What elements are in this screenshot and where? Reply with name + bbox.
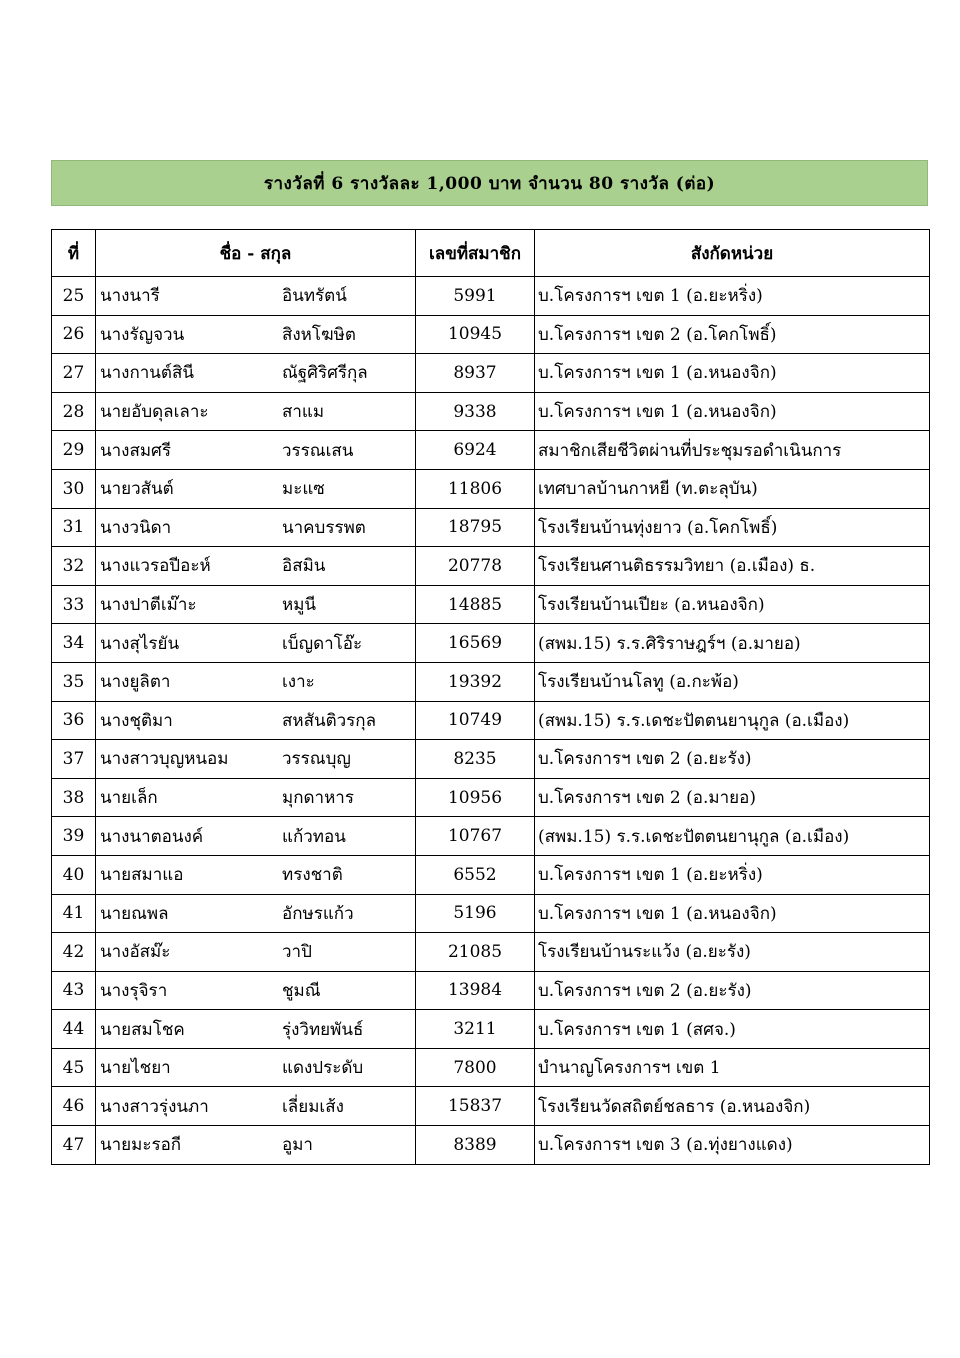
row-number: 28 xyxy=(52,392,96,431)
last-name: ชูมณี xyxy=(282,980,321,1001)
table-row xyxy=(52,662,930,701)
unit: เทศบาลบ้านกาหยี (ท.ตะลุบัน) xyxy=(535,469,930,508)
table-row xyxy=(52,971,930,1010)
member-name xyxy=(96,817,416,856)
member-number: 7800 xyxy=(416,1048,535,1087)
last-name: เงาะ xyxy=(282,672,315,693)
member-number: 10749 xyxy=(416,701,535,740)
table-row xyxy=(52,817,930,856)
member-number: 13984 xyxy=(416,971,535,1010)
row-number: 29 xyxy=(52,431,96,470)
first-name: นางรุจิรา xyxy=(100,980,168,1001)
unit: โรงเรียนศานติธรรมวิทยา (อ.เมือง) ธ. xyxy=(535,547,930,586)
member-number: 10945 xyxy=(416,315,535,354)
row-number: 45 xyxy=(52,1048,96,1087)
last-name: วรรณเสน xyxy=(282,440,354,461)
row-number: 33 xyxy=(52,585,96,624)
table-row xyxy=(52,508,930,547)
last-name: แก้วทอน xyxy=(282,826,346,847)
last-name: อูมา xyxy=(282,1135,313,1156)
first-name: นางปาตีเม๊าะ xyxy=(100,595,197,616)
first-name: นางวนิดา xyxy=(100,517,172,538)
unit: สมาชิกเสียชีวิตผ่านที่ประชุมรอดำเนินการ xyxy=(535,431,930,470)
member-number: 11806 xyxy=(416,469,535,508)
last-name: รุ่งวิทยพันธ์ xyxy=(282,1019,364,1040)
table-row xyxy=(52,1048,930,1087)
last-name: หมูนี xyxy=(282,595,317,616)
unit: บ.โครงการฯ เขต 1 (อ.หนองจิก) xyxy=(535,894,930,933)
row-number: 40 xyxy=(52,855,96,894)
member-name xyxy=(96,740,416,779)
last-name: วรรณบุญ xyxy=(282,749,351,770)
member-number: 21085 xyxy=(416,933,535,972)
member-name xyxy=(96,778,416,817)
members-table xyxy=(51,229,930,1165)
member-number: 10956 xyxy=(416,778,535,817)
row-number: 39 xyxy=(52,817,96,856)
member-name xyxy=(96,1126,416,1165)
last-name: อิสมิน xyxy=(282,556,326,577)
row-number: 32 xyxy=(52,547,96,586)
member-name xyxy=(96,277,416,316)
member-name xyxy=(96,855,416,894)
unit: โรงเรียนบ้านระแว้ง (อ.ยะรัง) xyxy=(535,933,930,972)
member-name xyxy=(96,431,416,470)
member-name xyxy=(96,1048,416,1087)
unit: โรงเรียนบ้านเปียะ (อ.หนองจิก) xyxy=(535,585,930,624)
member-name xyxy=(96,701,416,740)
last-name: สิงหโฆษิต xyxy=(282,324,356,345)
table-row xyxy=(52,933,930,972)
first-name: นายไชยา xyxy=(100,1058,171,1079)
table-header-row xyxy=(52,230,930,277)
member-number: 20778 xyxy=(416,547,535,586)
member-name xyxy=(96,933,416,972)
first-name: นางนารี xyxy=(100,286,160,307)
member-number: 19392 xyxy=(416,662,535,701)
first-name: นางสุไรยัน xyxy=(100,633,180,654)
row-number: 47 xyxy=(52,1126,96,1165)
unit: บ.โครงการฯ เขต 2 (อ.ยะรัง) xyxy=(535,740,930,779)
member-number: 16569 xyxy=(416,624,535,663)
table-row xyxy=(52,315,930,354)
first-name: นางนาตอนงค์ xyxy=(100,826,204,847)
unit: โรงเรียนวัดสถิตย์ชลธาร (อ.หนองจิก) xyxy=(535,1087,930,1126)
table-row xyxy=(52,740,930,779)
row-number: 46 xyxy=(52,1087,96,1126)
member-number: 5196 xyxy=(416,894,535,933)
row-number: 34 xyxy=(52,624,96,663)
first-name: นางอัสม๊ะ xyxy=(100,942,171,963)
first-name: นางสาวบุญหนอม xyxy=(100,749,229,770)
first-name: นางชุติมา xyxy=(100,710,173,731)
row-number: 30 xyxy=(52,469,96,508)
member-name xyxy=(96,315,416,354)
row-number: 44 xyxy=(52,1010,96,1049)
first-name: นายสมาแอ xyxy=(100,865,184,886)
member-name xyxy=(96,1087,416,1126)
unit: บ.โครงการฯ เขต 1 (อ.ยะหริ่ง) xyxy=(535,855,930,894)
header-member-no: เลขที่สมาชิก xyxy=(416,230,535,277)
last-name: อินทรัตน์ xyxy=(282,286,347,307)
table-row xyxy=(52,547,930,586)
row-number: 31 xyxy=(52,508,96,547)
member-name xyxy=(96,662,416,701)
row-number: 38 xyxy=(52,778,96,817)
unit: บ.โครงการฯ เขต 1 (อ.หนองจิก) xyxy=(535,354,930,393)
member-number: 8389 xyxy=(416,1126,535,1165)
member-number: 14885 xyxy=(416,585,535,624)
table-row xyxy=(52,778,930,817)
member-number: 6552 xyxy=(416,855,535,894)
member-number: 6924 xyxy=(416,431,535,470)
first-name: นางรัญจวน xyxy=(100,324,185,345)
first-name: นางสาวรุ่งนภา xyxy=(100,1096,209,1117)
member-number: 10767 xyxy=(416,817,535,856)
table-row xyxy=(52,354,930,393)
unit: (สพม.15) ร.ร.เดชะปัตตนยานุกูล (อ.เมือง) xyxy=(535,701,930,740)
last-name: เบ็ญดาโอ๊ะ xyxy=(282,633,363,654)
unit: บำนาญโครงการฯ เขต 1 xyxy=(535,1048,930,1087)
member-name xyxy=(96,354,416,393)
table-row xyxy=(52,855,930,894)
row-number: 41 xyxy=(52,894,96,933)
table-row xyxy=(52,585,930,624)
last-name: เลี่ยมเส้ง xyxy=(282,1096,344,1117)
unit: โรงเรียนบ้านโลทู (อ.กะพ้อ) xyxy=(535,662,930,701)
first-name: นายเล็ก xyxy=(100,788,158,809)
table-row xyxy=(52,894,930,933)
member-name xyxy=(96,971,416,1010)
unit: บ.โครงการฯ เขต 2 (อ.มายอ) xyxy=(535,778,930,817)
unit: บ.โครงการฯ เขต 1 (อ.ยะหริ่ง) xyxy=(535,277,930,316)
first-name: นายอับดุลเลาะ xyxy=(100,402,209,423)
unit: บ.โครงการฯ เขต 3 (อ.ทุ่งยางแดง) xyxy=(535,1126,930,1165)
member-name xyxy=(96,547,416,586)
last-name: สหสันติวรกุล xyxy=(282,710,377,731)
unit: (สพม.15) ร.ร.เดชะปัตตนยานุกูล (อ.เมือง) xyxy=(535,817,930,856)
member-number: 3211 xyxy=(416,1010,535,1049)
last-name: มุกดาหาร xyxy=(282,788,354,809)
table-row xyxy=(52,392,930,431)
table-row xyxy=(52,1126,930,1165)
row-number: 37 xyxy=(52,740,96,779)
row-number: 26 xyxy=(52,315,96,354)
member-number: 15837 xyxy=(416,1087,535,1126)
unit: โรงเรียนบ้านทุ่งยาว (อ.โคกโพธิ์) xyxy=(535,508,930,547)
last-name: ณัฐศิริศรีกุล xyxy=(282,363,368,384)
header-unit: สังกัดหน่วย xyxy=(535,230,930,277)
row-number: 25 xyxy=(52,277,96,316)
first-name: นางสมศรี xyxy=(100,440,171,461)
first-name: นายมะรอกี xyxy=(100,1135,182,1156)
member-number: 18795 xyxy=(416,508,535,547)
last-name: วาปิ xyxy=(282,942,312,963)
award-banner-text: รางวัลที่ 6 รางวัลละ 1,000 บาท จำนวน 80 รางวัล (ต่อ) xyxy=(263,173,716,194)
member-name xyxy=(96,624,416,663)
member-name xyxy=(96,1010,416,1049)
table-row xyxy=(52,1087,930,1126)
member-number: 5991 xyxy=(416,277,535,316)
unit: (สพม.15) ร.ร.ศิริราษฎร์ฯ (อ.มายอ) xyxy=(535,624,930,663)
last-name: อักษรแก้ว xyxy=(282,903,354,924)
last-name: แดงประดับ xyxy=(282,1058,364,1079)
table-row xyxy=(52,701,930,740)
row-number: 43 xyxy=(52,971,96,1010)
first-name: นายณพล xyxy=(100,903,169,924)
first-name: นายสมโชค xyxy=(100,1019,185,1040)
unit: บ.โครงการฯ เขต 1 (สศจ.) xyxy=(535,1010,930,1049)
member-name xyxy=(96,894,416,933)
unit: บ.โครงการฯ เขต 1 (อ.หนองจิก) xyxy=(535,392,930,431)
table-row xyxy=(52,624,930,663)
award-banner xyxy=(51,160,928,206)
last-name: มะแซ xyxy=(282,479,325,500)
last-name: ทรงชาติ xyxy=(282,865,343,886)
member-name xyxy=(96,508,416,547)
unit: บ.โครงการฯ เขต 2 (อ.โคกโพธิ์) xyxy=(535,315,930,354)
table-row xyxy=(52,469,930,508)
member-number: 8937 xyxy=(416,354,535,393)
table-row xyxy=(52,431,930,470)
row-number: 27 xyxy=(52,354,96,393)
first-name: นางยูลิตา xyxy=(100,672,171,693)
first-name: นางแวรอปีอะห์ xyxy=(100,556,211,577)
member-name xyxy=(96,392,416,431)
member-number: 8235 xyxy=(416,740,535,779)
row-number: 36 xyxy=(52,701,96,740)
table-row xyxy=(52,277,930,316)
member-name xyxy=(96,469,416,508)
header-name: ชื่อ - สกุล xyxy=(96,230,416,277)
unit: บ.โครงการฯ เขต 2 (อ.ยะรัง) xyxy=(535,971,930,1010)
last-name: นาคบรรพต xyxy=(282,517,366,538)
member-number: 9338 xyxy=(416,392,535,431)
table-row xyxy=(52,1010,930,1049)
header-no: ที่ xyxy=(52,230,96,277)
member-name xyxy=(96,585,416,624)
last-name: สาแม xyxy=(282,402,325,423)
row-number: 42 xyxy=(52,933,96,972)
first-name: นายวสันต์ xyxy=(100,479,174,500)
row-number: 35 xyxy=(52,662,96,701)
first-name: นางกานต์สินี xyxy=(100,363,194,384)
